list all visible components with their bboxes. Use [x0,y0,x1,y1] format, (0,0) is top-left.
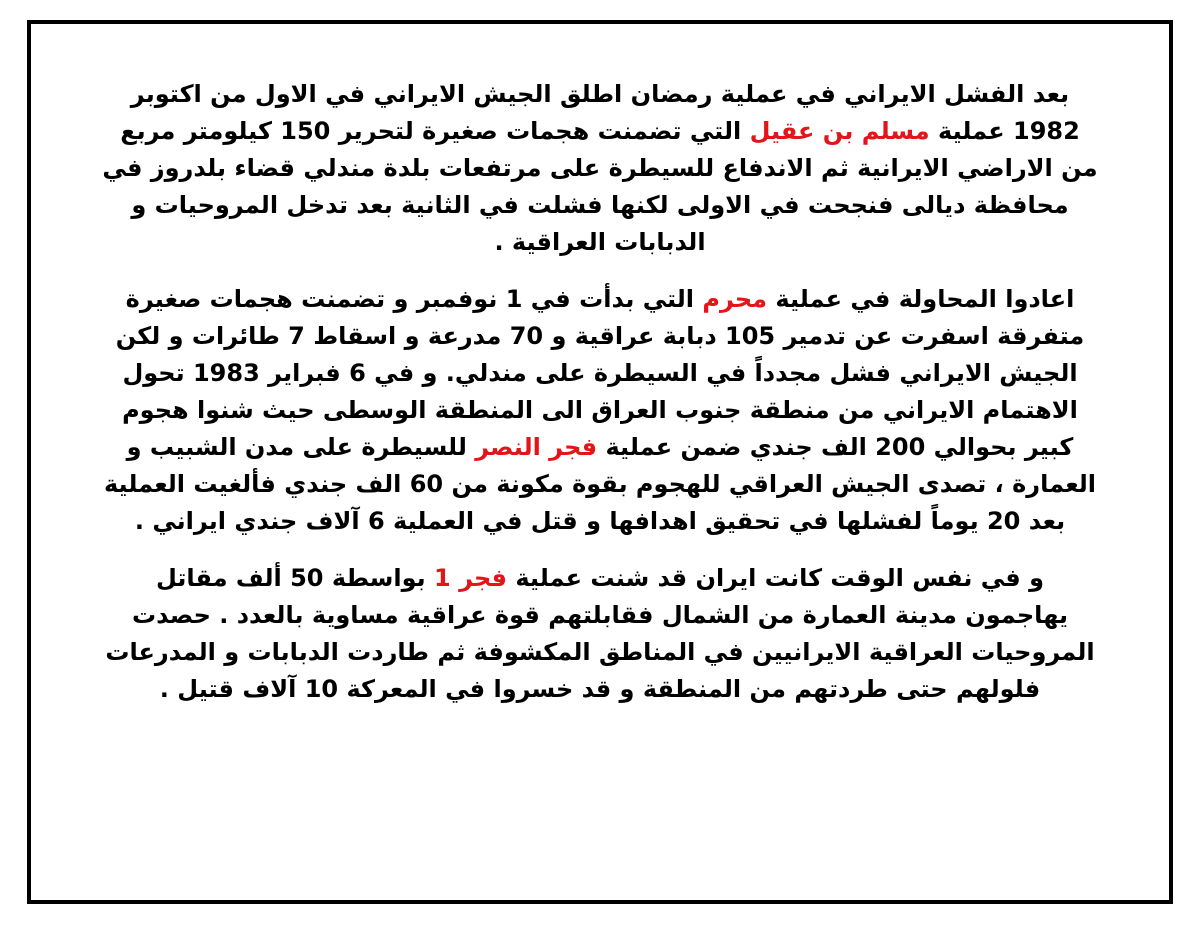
operation-name-highlight: محرم [702,285,768,313]
text-segment: التي بدأت في 1 نوفمبر و تضمنت هجمات صغيرة متفرقة اسفرت عن تدمير 105 دبابة عراقية و 70 مدرعة و اسقاط 7 طائرات و لكن الجيش الايراني فشل مجدداً في السيطرة على مندلي. و في 6 فبراير 1983 تحول الاهتمام الايراني من منطقة جنوب العراق الى المنطقة الوسطى حيث شنوا هجوم كبير بحوالي 200 الف جندي ضمن عملية [115,285,1085,461]
paragraph-muslim-ibn-aqil-operation [101,76,1099,261]
text-segment: للسيطرة على مدن الشبيب و العمارة ، تصدى الجيش العراقي للهجوم بقوة مكونة من 60 الف جندي فألغيت العملية بعد 20 يوماً لفشلها في تحقيق اهدافها و قتل في العملية 6 آلاف جندي ايراني . [104,433,1096,535]
article-body [101,76,1099,728]
operation-name-highlight: مسلم بن عقيل [749,117,930,145]
operation-name-highlight: فجر 1 [434,564,508,592]
paragraph-muharram-operation [101,281,1099,540]
text-segment: التي تضمنت هجمات صغيرة لتحرير 150 كيلومتر مربع من الاراضي الايرانية ثم الاندفاع للسيطرة على مرتفعات بلدة مندلي قضاء بلدروز في محافظة ديالى فنجحت في الاولى لكنها فشلت في الثانية بعد تدخل المروحيات و الدبابات العراقية . [102,117,1098,256]
operation-name-highlight: فجر النصر [475,433,598,461]
text-segment: و في نفس الوقت كانت ايران قد شنت عملية [507,564,1045,592]
text-segment: اعادوا المحاولة في عملية [767,285,1075,313]
document-frame [27,20,1173,904]
text-segment: بواسطة 50 ألف مقاتل يهاجمون مدينة العمارة من الشمال فقابلتهم قوة عراقية مساوية بالعدد . حصدت المروحيات العراقية الايرانيين في المناطق المكشوفة ثم طاردت الدبابات و المدرعات فلولهم حتى طردتهم من المنطقة و قد خسروا في المعركة 10 آلاف قتيل . [105,564,1095,703]
text-segment: بعد الفشل الايراني في عملية رمضان اطلق الجيش الايراني في الاول من اكتوبر 1982 عملية [130,80,1080,145]
paragraph-fajr-1-operation [101,560,1099,708]
